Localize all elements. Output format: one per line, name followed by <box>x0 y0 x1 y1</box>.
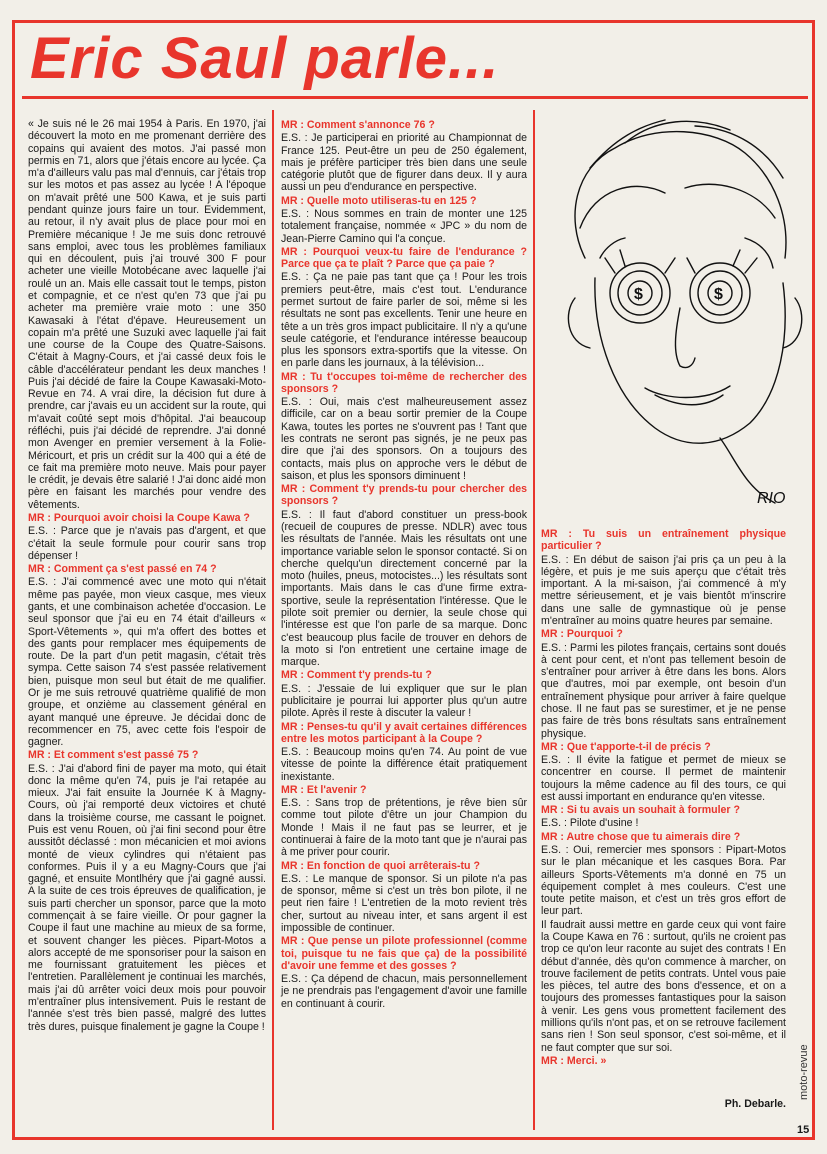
interview-question: MR : Et comment s'est passé 75 ? <box>28 749 199 762</box>
interview-paragraph: E.S. : Beaucoup moins qu'en 74. Au point de vue vitesse de pointe la différence était pratiquement inexistante. <box>281 746 527 783</box>
caricature-illustration <box>545 108 815 518</box>
interview-paragraph: E.S. : J'ai d'abord fini de payer ma moto, qui était donc la même qu'en 74, puis je l'ai retapée au mieux. J'ai fait ensuite la Journée K à Magny-Cours, où j'ai remporté deux victoires et chuté dans la troisième course, me cassant le poignet. Puis est venu Rouen, où j'ai fini second pour être aussitôt déclassé : mon mécanicien et moi avions monté de vieux cylindres qui n'étaient pas conformes. Puis il y a eu Magny-Cours que j'ai gagné, et ensuite Montlhéry que j'ai gagné aussi. A la suite de ces trois épreuves de qualification, je suis parti chercher un sponsor, parce que la moto commençait à se faire vieille. Or pour gagner la Coupe il faut une machine au mieux de sa forme, et souvent changer les pièces. Pipart-Motos a alors accepté de me sponsoriser pour la saison en me fournissant gratuitement les pièces et l'entretien. Parallèlement je continuai les marchés, mais j'ai dû arrêter voici deux mois pour pouvoir m'entraîner plus intensivement. Puis le restant de l'année s'est très bien passé, malgré des luttes très dures, puisque finalement je gagne la Coupe ! <box>28 762 266 1033</box>
interview-paragraph: Il faudrait aussi mettre en garde ceux qui vont faire la Coupe Kawa en 76 : surtout, qu'ils ne croient pas trop ce qu'on leur raconte au sujet des contrats ! En début d'année, dès qu'on commence à marcher, on trouve facilement de petits contrats. Untel vous paie les pièces, tel autre des bons d'essence, et on a toujours des promesses fantastiques pour la saison à venir. Les gens vous promettent facilement des millions qu'ils n'ont pas, et on se retrouve facilement sans rien ! Son seul sponsor, c'est soi-même, et il ne faut compter que sur soi. <box>541 918 786 1054</box>
interview-paragraph: E.S. : Je participerai en priorité au Championnat de France 125. Peut-être un peu de 250 également, mais je préfère participer très bien dans une seule catégorie plutôt que de figurer dans deux. Il y aura aussi un peu d'endurance en perspective. <box>281 132 527 194</box>
interview-question: MR : En fonction de quoi arrêterais-tu ? <box>281 859 480 872</box>
interview-paragraph: « Je suis né le 26 mai 1954 à Paris. En 1970, j'ai découvert la moto en me promenant derrière des copains qui avaient des motos. J'ai passé mon permis en 71, alors que j'étais encore au lycée. Ça m'a d'ailleurs valu pas mal d'ennuis, car j'étais trop sur les motos et pas assez au lycée ! A l'époque on m'avait prêté une 500 Kawa, et je suis parti pendant quinze jours faire un tour. Evidemment, au retour, il n'y avait plus de place pour moi en Première mécanique ! Je me suis donc retrouvé sans emploi, avec tous les problèmes familiaux qui en découlent, puis j'ai trouvé 300 F pour acheter une vieille Motobécane avec laquelle j'ai roulé un an. Mais elle cassait tout le temps, piston et compagnie, et ce n'est qu'en 73 que j'ai pu acheter ma première vraie moto : une 350 Kawasaki à l'état d'épave. Heureusement un copain m'a prêté une Suzuki avec laquelle j'ai fait une course de la Coupe des Quatre-Saisons. C'était à Magny-Cours, et j'ai cassé deux fois le câble d'accélérateur pendant les deux manches ! Puis j'ai décidé de faire la Coupe Kawasaki-Moto-Revue en 74. A vrai dire, la décision fut dure à prendre, car j'avais eu un accident sur la route, qui m'avait coûté sept mois d'hôpital. J'ai beaucoup réfléchi, puis j'ai décidé de reprendre. J'ai donné mon Avenger en premier versement à la Folie-Méricourt, et pris un crédit sur la 400 qui a été de ce fait ma première moto neuve. Mais pour payer le crédit, je devais être salarié ! J'ai donc aidé mon père en faisant les marchés pour vendre des vêtements. <box>28 118 266 511</box>
interview-paragraph: E.S. : J'essaie de lui expliquer que sur le plan publicitaire je pourrai lui apporter plus qu'un autre pilote. Après il reste à discuter la valeur ! <box>281 682 527 720</box>
page-number: 15 <box>797 1124 810 1136</box>
illustrator-signature: RIO <box>757 490 786 507</box>
interview-question: MR : Penses-tu qu'il y avait certaines différences entre les motos participant à la Coupe ? <box>281 720 527 745</box>
interview-question: MR : Merci. » <box>541 1054 607 1067</box>
column-divider-2 <box>533 110 535 1130</box>
interview-question: MR : Quelle moto utiliseras-tu en 125 ? <box>281 194 477 207</box>
interview-paragraph: E.S. : Parce que je n'avais pas d'argent, et que c'était la seule formule pour courir sans trop dépenser ! <box>28 525 266 562</box>
magazine-sidebar <box>798 1040 816 1100</box>
interview-question: MR : Tu suis un entraînement physique particulier ? <box>541 528 786 553</box>
interview-question: MR : Comment ça s'est passé en 74 ? <box>28 563 217 576</box>
interview-question: MR : Pourquoi avoir choisi la Coupe Kawa ? <box>28 512 250 524</box>
interview-paragraph: E.S. : Oui, mais c'est malheureusement assez difficile, car on a beau sortir premier de la Coupe Kawa, toutes les portes ne s'ouvrent pas ! Tant que les contrats ne seront pas signés, je ne peux pas dire que j'ai des sponsors. On a toujours des contacts, mais plus on approche vers le début de saison, et plus les sponsors diminuent ! <box>281 396 527 482</box>
interview-question: MR : Et l'avenir ? <box>281 783 367 796</box>
interview-question: MR : Comment t'y prends-tu pour chercher des sponsors ? <box>281 483 527 508</box>
interview-paragraph: E.S. : Ça dépend de chacun, mais personnellement je ne prendrais pas l'engagement d'avoir une famille en continuant à courir. <box>281 973 527 1010</box>
interview-question: MR : Autre chose que tu aimerais dire ? <box>541 830 741 843</box>
article-title: Eric Saul parle... <box>30 26 500 91</box>
interview-question: MR : Si tu avais un souhait à formuler ? <box>541 804 740 817</box>
interview-question: MR : Pourquoi ? <box>541 628 623 641</box>
interview-question: MR : Que t'apporte-t-il de précis ? <box>541 740 711 753</box>
interview-question: MR : Que pense un pilote professionnel (comme toi, puisque tu ne fais que ça) de la possibilité d'avoir une femme et des gosses ? <box>281 935 527 972</box>
column-3 <box>541 527 786 1068</box>
interview-question: MR : Tu t'occupes toi-même de rechercher des sponsors ? <box>281 370 527 395</box>
interview-question: MR : Pourquoi veux-tu faire de l'endurance ? Parce que ça te plaît ? Parce que ça paie ? <box>281 245 527 271</box>
interview-paragraph: E.S. : Parmi les pilotes français, certains sont doués à cent pour cent, et n'ont pas tellement besoin de s'entraîner pour arriver à être dans les bons. Alors que d'autres, moi par exemple, ont besoin d'un entraînement physique pour arriver à faire quelque chose. Il ne faut pas se surestimer, et je ne pense pas faire de très bons résultats sans entraînement physique. <box>541 641 786 740</box>
interview-paragraph: E.S. : Nous sommes en train de monter une 125 totalement française, nommée « JPC » du nom de Jean-Pierre Camino qui l'a conçue. <box>281 207 527 245</box>
interview-paragraph: E.S. : Pilote d'usine ! <box>541 817 639 830</box>
interview-paragraph: E.S. : J'ai commencé avec une moto qui n'était même pas payée, mon vieux casque, mes vieux gants, et une combinaison achetée d'occasion. Le seul sponsor que j'ai eu en 74 était d'ailleurs « Sport-Vêtements », qui m'a offert des bottes et des gants pour remplacer mes équipements de route. De la part d'un petit magasin, c'était très sympa. Cette saison 74 s'est passée relativement bien, puisque mon seul but était de me qualifier. Or je me suis retrouvé quatrième qualifié de mon groupe, et onzième au classement général en ayant manqué une épreuve. Je décidai donc de recommencer en 75, avec cette fois l'espoir de gagner. <box>28 576 266 749</box>
column-1 <box>28 118 266 1034</box>
interview-paragraph: E.S. : Sans trop de prétentions, je rêve bien sûr comme tout pilote d'être un jour Champion du Monde ! Mais il ne faut pas se leurrer, et je continuerai à faire de la moto tant que je n'aurai pas à me priver pour courir. <box>281 797 527 859</box>
svg-text:$: $ <box>714 286 723 303</box>
author-signature: Ph. Debarle. <box>724 1098 786 1110</box>
interview-paragraph: E.S. : Il faut d'abord constituer un press-book (recueil de coupures de presse. NDLR) avec tous les résultats de l'année. Mais les résultats ont une importance variable selon le sponsor contacté. Si on cherche quelqu'un directement concerné par la moto (huiles, pneus, motocistes...) les résultats sont importants. Mais dans le cas d'une firme extra-sportive, seule la représentation l'intéresse. Que le pilote soit premier ou dernier, la seule chose qui l'intéresse est que l'on parle de sa marque. Donc c'est beaucoup plus facile de trouver en dehors de la moto si l'on entretient une certaine image de marque. <box>281 508 527 669</box>
column-divider-1 <box>272 110 274 1130</box>
interview-paragraph: E.S. : Il évite la fatigue et permet de mieux se concentrer en course. Il permet de maintenir toujours la même cadence au fil des tours, ce qui est aussi important en endurance qu'en vitesse. <box>541 754 786 803</box>
title-rule <box>22 96 808 99</box>
interview-paragraph: E.S. : En début de saison j'ai pris ça un peu à la légère, et puis je me suis aperçu que c'était très important. A la mi-saison, j'ai commencé à m'y mettre sérieusement, et je vais bientôt m'inscrire dans une salle de gymnastique où je pense m'entraîner au moins quatre heures par semaine. <box>541 553 786 627</box>
magazine-name: moto-revue <box>798 1044 810 1100</box>
interview-paragraph: E.S. : Ça ne paie pas tant que ça ! Pour les trois premiers peut-être, mais c'est tout. L'endurance permet surtout de faire parler de soi, même si les résultats ne sont pas excellents. Tenir une heure en tête a un très gros impact publicitaire. Il n'y a qu'une seule catégorie, et l'endurance intéresse beaucoup plus les sponsors extra-sportifs que la vitesse. On en parle dans les journaux, à la télévision... <box>281 271 527 370</box>
interview-paragraph: E.S. : Oui, remercier mes sponsors : Pipart-Motos sur le plan mécanique et les casques Bora. Par ailleurs Sports-Vêtements m'a donné en 75 un équipement complet à mes couleurs. C'est une toute petite maison, et c'est un très gros effort de leur part. <box>541 844 786 918</box>
column-2 <box>281 118 527 1011</box>
interview-question: MR : Comment t'y prends-tu ? <box>281 669 432 682</box>
svg-text:$: $ <box>634 286 643 303</box>
interview-paragraph: E.S. : Le manque de sponsor. Si un pilote n'a pas de sponsor, même si c'est un très bon pilote, il ne peut rien faire ! L'entretien de la moto revient très cher, surtout au niveau inter, et sans argent il est impossible de continuer. <box>281 872 527 934</box>
interview-question: MR : Comment s'annonce 76 ? <box>281 119 435 131</box>
